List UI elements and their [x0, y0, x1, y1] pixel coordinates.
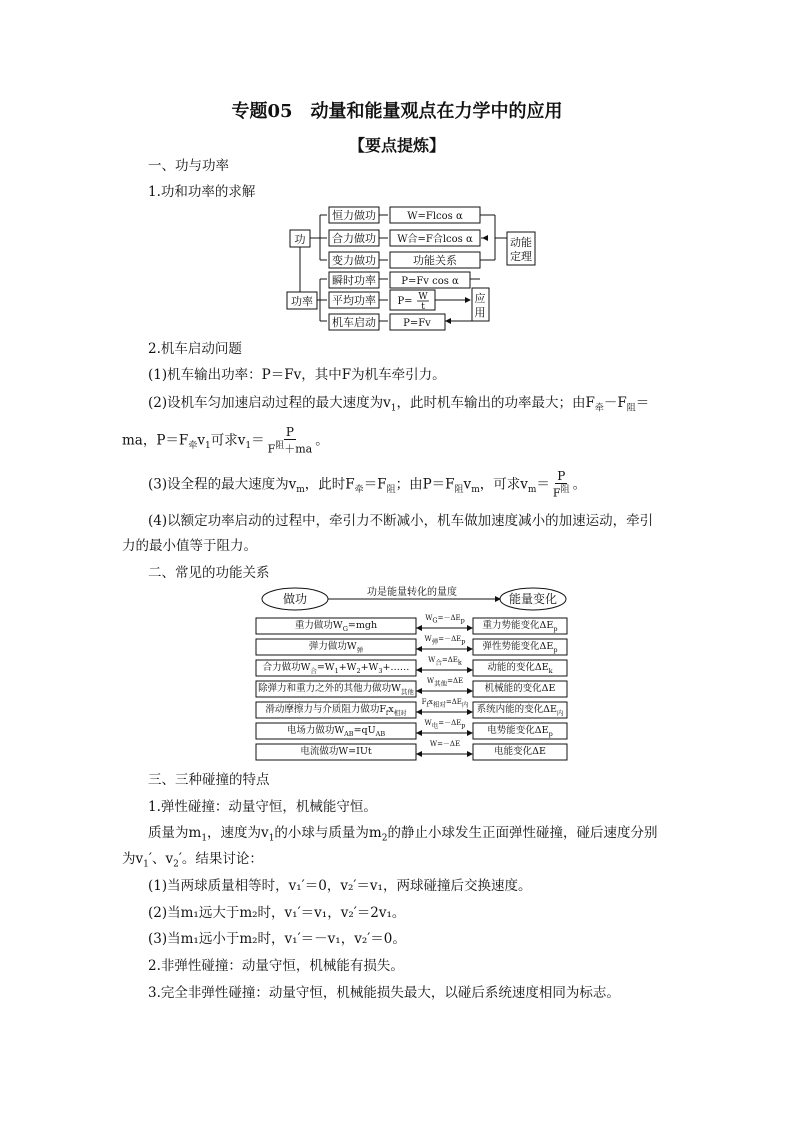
work-power-diagram — [285, 202, 540, 334]
label-shunshi: 瞬时功率 — [332, 274, 376, 287]
subheading-work-power: 1.功和功率的求解 — [148, 184, 256, 200]
formula-shunshi: P=Fv cos α — [401, 276, 459, 287]
formula-pingjun-den: t — [421, 302, 425, 312]
label-bianli: 变力做功 — [332, 254, 376, 267]
energy-relation-diagram — [255, 585, 570, 763]
label-nengliang: 能量变化 — [508, 592, 558, 606]
p2-sub-1b: 1 — [245, 441, 252, 452]
row-mid-text: W=－ΔE — [429, 740, 461, 748]
p2-text-a: (2)设机车匀加速启动过程的最大速度为v — [148, 395, 391, 411]
collision-line-3: 为$v_1'$、$v_2'$。结果讨论： — [122, 851, 263, 870]
row-mid-text: $W_合=\Delta E_k$ — [428, 656, 462, 667]
row-right-text: 电能变化ΔE — [494, 746, 546, 757]
subheading-locomotive: 2.机车启动问题 — [148, 341, 242, 357]
collision-line-2: 质量为$m_1$，速度为$v_1$的小球与质量为$m_2$的静止小球发生正面弹性碰撞，碰后速度分别 — [148, 825, 658, 844]
p2-v: v — [197, 432, 205, 449]
row-mid-text: $W_{其他}=\Delta E$ — [426, 677, 464, 688]
label-pingjun: 平均功率 — [332, 294, 376, 307]
row-right-text: 电势能变化$\Delta E_p$ — [487, 725, 553, 738]
row-right-text: 重力势能变化$\Delta E_p$ — [482, 620, 558, 633]
collision-case-1: (1)当两球质量相等时，v₁′＝0，v₂′＝v₁，两球碰撞后交换速度。 — [148, 878, 532, 894]
heading-collision: 三、三种碰撞的特点 — [148, 772, 270, 788]
label-dongneng-2: 定理 — [510, 250, 532, 263]
row-left-text: 重力做功$W_G=mgh$ — [294, 620, 378, 633]
p2-frac-num: P — [285, 425, 294, 439]
page-title: 专题05 动量和能量观点在力学中的应用 — [231, 101, 563, 122]
para-1: (1)机车输出功率：P＝Fv，其中F为机车牵引力。 — [148, 367, 446, 383]
row-left-text: 合力做功$W_合=W_1+W_2+W_3+\dots\dots$ — [262, 662, 410, 675]
p2-eq: ＝ — [635, 395, 650, 411]
heading-energy: 二、常见的功能关系 — [148, 565, 270, 581]
p2-sub-a: 1 — [390, 403, 397, 414]
p2-text-b: ，此时机车输出的功率最大；由F — [396, 395, 595, 411]
p2-fraction — [266, 426, 315, 456]
label-top: 功是能量转化的量度 — [367, 587, 457, 598]
label-ying: 应 — [474, 292, 486, 305]
formula-bianli: 功能关系 — [413, 254, 457, 267]
row-right-text: 动能的变化$\Delta E_k$ — [487, 662, 553, 675]
label-yong: 用 — [474, 306, 486, 319]
row-right-text: 系统内能的变化$\Delta E_内$ — [476, 704, 564, 717]
collision-perfectly-inelastic: 3.完全非弹性碰撞：动量守恒，机械能损失最大，以碰后系统速度相同为标志。 — [148, 985, 620, 1001]
row-left-text: 弹力做功$W_弹$ — [308, 641, 364, 654]
heading-power: 一、功与功率 — [148, 158, 229, 174]
row-right-text: 机械能的变化ΔE — [484, 683, 556, 694]
label-hengli: 恒力做功 — [332, 209, 376, 222]
label-zuogong: 做功 — [282, 592, 308, 606]
formula-pingjun-left: P= — [397, 296, 413, 307]
row-left-text: 除弹力和重力之外的其他力做功$W_{其他}$ — [258, 683, 414, 696]
p2-sub-1: 1 — [204, 441, 211, 452]
row-mid-text: $W_G=-\Delta E_p$ — [425, 614, 465, 625]
p2-ke: 可求v — [210, 432, 246, 449]
p3-fraction: $\frac{P}{F^阻}$ — [552, 469, 570, 500]
label-jiche: 机车启动 — [332, 316, 376, 329]
p2-minus: －F — [603, 395, 627, 411]
para-2-line-1 — [148, 393, 649, 419]
row-left-text: 电流做功W=IUt — [300, 746, 372, 757]
row-left-text: 电场力做功$W_{AB}=qU_{AB}$ — [286, 725, 386, 738]
p2-frac-den: $F^阻+ma$ — [267, 441, 313, 456]
row-mid-text: $W_电=-\Delta E_p$ — [424, 719, 466, 730]
formula-jiche: P=Fv — [403, 318, 431, 329]
row-left-text: 滑动摩擦力与介质阻力做功$F_fx_{相对}$ — [265, 704, 407, 717]
p2-end: 。 — [315, 432, 329, 449]
p2-text-c: ma，P＝F — [122, 432, 189, 449]
label-dongneng-1: 动能 — [510, 236, 532, 249]
label-gonglv: 功率 — [291, 295, 313, 308]
row-mid-text: $W_弹=-\Delta E_p$ — [424, 635, 466, 646]
row-mid-text: $F_fx_{相对}=\Delta E_内$ — [421, 698, 469, 709]
para-2-line-2 — [122, 426, 329, 456]
formula-heli: W合=F合lcos α — [397, 234, 473, 245]
p2-eq-2: ＝ — [251, 432, 265, 449]
p2-sub-qian: 牵 — [594, 403, 604, 414]
para-3: (3)设全程的最大速度为$v_m$，此时$F_牵=F_阻$；由$P=F_阻v_m$，可求$v_m=$ $\frac{P}{F^阻}$ 。 — [148, 469, 587, 500]
p2-sub-zu: 阻 — [626, 403, 636, 414]
collision-inelastic: 2.非弹性碰撞：动量守恒，机械能有损失。 — [148, 958, 404, 974]
para-4-line-1: (4)以额定功率启动的过程中，牵引力不断减小，机车做加速度减小的加速运动，牵引 — [148, 513, 654, 529]
label-heli: 合力做功 — [332, 232, 376, 245]
section-subtitle: 【要点提炼】 — [348, 136, 445, 155]
p2-sub-qian-2: 牵 — [188, 441, 198, 452]
para-4-line-2: 力的最小值等于阻力。 — [122, 538, 257, 554]
formula-hengli: W=Flcos α — [407, 211, 463, 222]
formula-pingjun-num: W — [418, 292, 428, 302]
label-gong: 功 — [294, 233, 306, 246]
collision-case-2: (2)当m₁远大于m₂时，v₁′＝v₁，v₂′＝2v₁。 — [148, 905, 406, 921]
collision-line-1: 1.弹性碰撞：动量守恒，机械能守恒。 — [148, 799, 377, 815]
row-right-text: 弹性势能变化$\Delta E_p$ — [482, 641, 558, 654]
collision-case-3: (3)当m₁远小于m₂时，v₁′＝－v₁，v₂′＝0。 — [148, 931, 406, 947]
